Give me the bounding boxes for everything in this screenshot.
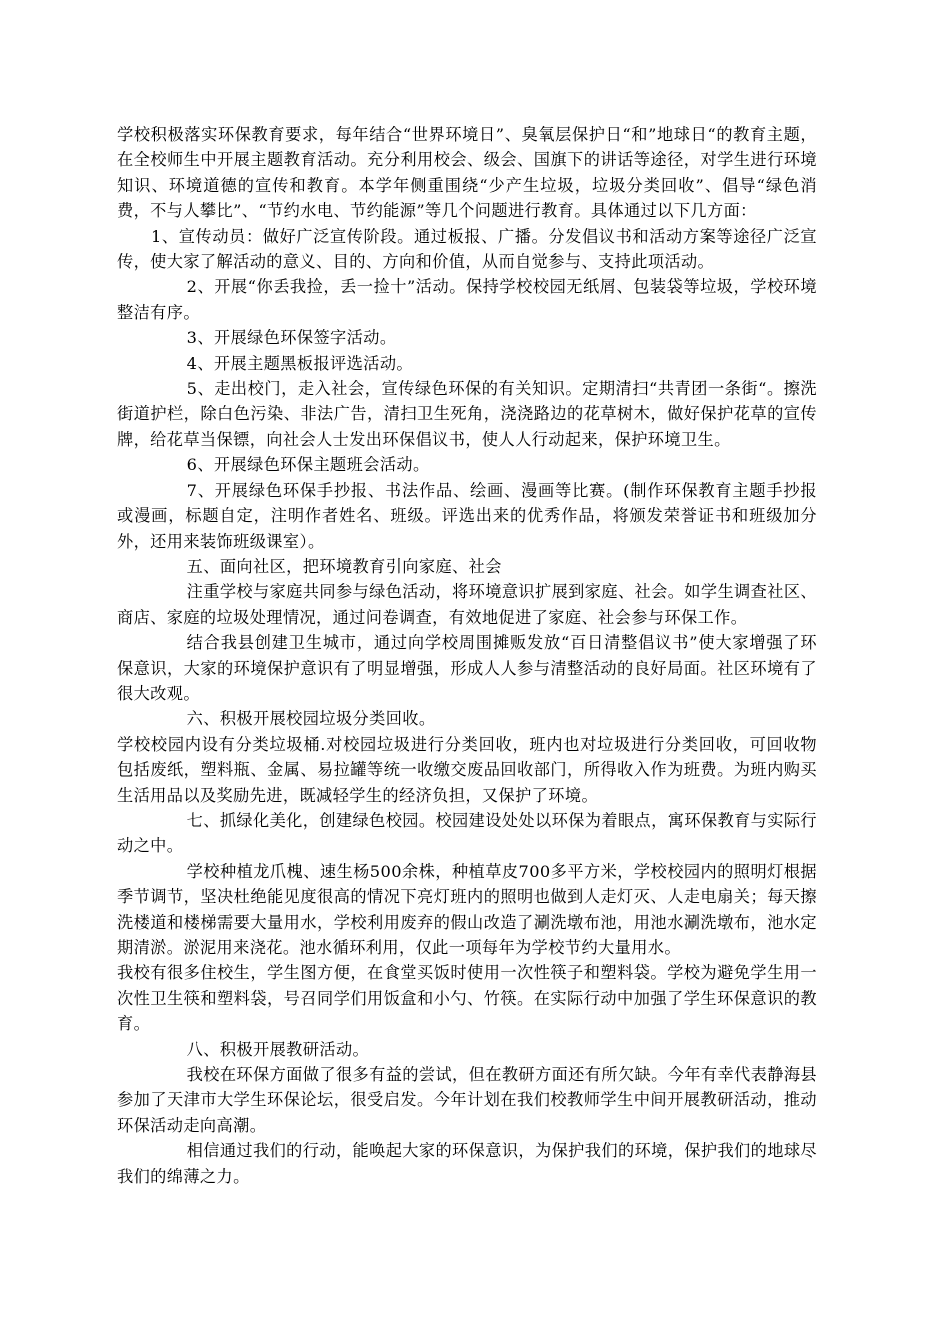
document-body: [117, 122, 817, 1189]
section-6-heading: 六、积极开展校园垃圾分类回收。: [186, 709, 436, 729]
section-8-paragraph: 我校在环保方面做了很多有益的尝试，但在教研方面还有所欠缺。今年有幸代表静海县参加了天津市大学生环保论坛，很受启发。今年计划在我们校教师学生中间开展教研活动，推动环保活动走向高潮。: [117, 1065, 817, 1135]
section-7-paragraph-1: 学校种植龙爪槐、速生杨500余株，种植草皮700多平方米，学校校园内的照明灯根据季节调节，坚决杜绝能见度很高的情况下亮灯班内的照明也做到人走灯灭、人走电扇关；每天擦洗楼道和楼梯需要大量用水，学校利用废弃的假山改造了涮洗墩布池，用池水涮洗墩布，池水定期清淤。淤泥用来浇花。池水循环利用，仅此一项每年为学校节约大量用水。: [117, 861, 817, 957]
section-7-heading: 七、抓绿化美化，创建绿色校园。校园建设处处以环保为着眼点，寓环保教育与实际行动之中。: [117, 810, 817, 856]
item-1-paragraph: 1、宣传动员：做好广泛宣传阶段。通过板报、广播。分发倡议书和活动方案等途径广泛宣传，使大家了解活动的意义、目的、方向和价值，从而自觉参与、支持此项活动。: [117, 226, 817, 272]
item-2-paragraph: 2、开展“你丢我捡，丢一捡十”活动。保持学校校园无纸屑、包装袋等垃圾，学校环境整洁有序。: [117, 277, 817, 322]
section-7-paragraph-2: 我校有很多住校生，学生图方便，在食堂买饭时使用一次性筷子和塑料袋。学校为避免学生用一次性卫生筷和塑料袋，号召同学们用饭盒和小勺、竹筷。在实际行动中加强了学生环保意识的教育。: [117, 963, 817, 1034]
item-3-paragraph: 3、开展绿色环保签字活动。: [186, 328, 397, 348]
section-5-paragraph-1: 注重学校与家庭共同参与绿色活动，将环境意识扩展到家庭、社会。如学生调查社区、商店、家庭的垃圾处理情况，通过问卷调查，有效地促进了家庭、社会参与环保工作。: [117, 582, 817, 627]
item-5-paragraph: 5、走出校门，走入社会，宣传绿色环保的有关知识。定期清扫“共青团一条街“。擦洗街道护栏，除白色污染、非法广告，清扫卫生死角，浇浇路边的花草树木，做好保护花草的宣传牌，给花草当保镖，向社会人士发出环保倡议书，使人人行动起来，保护环境卫生。: [117, 379, 817, 449]
item-6-paragraph: 6、开展绿色环保主题班会活动。: [186, 455, 430, 475]
closing-paragraph: 相信通过我们的行动，能唤起大家的环保意识，为保护我们的环境，保护我们的地球尽我们的绵薄之力。: [117, 1141, 817, 1186]
intro-paragraph: 学校积极落实环保教育要求，每年结合“世界环境日”、臭氧层保护日“和”地球日“的教育主题，在全校师生中开展主题教育活动。充分利用校会、级会、国旗下的讲话等途径，对学生进行环境知识、环境道德的宣传和教育。本学年侧重围绕“少产生垃圾，垃圾分类回收”、倡导“绿色消费，不与人攀比”、“节约水电、节约能源”等几个问题进行教育。具体通过以下几方面：: [117, 125, 817, 221]
section-5-heading: 五、面向社区，把环境教育引向家庭、社会: [186, 556, 502, 576]
section-6-paragraph: 学校校园内设有分类垃圾桶.对校园垃圾进行分类回收，班内也对垃圾进行分类回收，可回收物包括废纸，塑料瓶、金属、易拉罐等统一收缴交废品回收部门，所得收入作为班费。为班内购买生活用品以及奖励先进，既减轻学生的经济负担，又保护了环境。: [117, 734, 817, 805]
item-4-paragraph: 4、开展主题黑板报评选活动。: [186, 353, 413, 373]
item-7-paragraph: 7、开展绿色环保手抄报、书法作品、绘画、漫画等比赛。(制作环保教育主题手抄报或漫画，标题自定，注明作者姓名、班级。评选出来的优秀作品，将颁发荣誉证书和班级加分外，还用来装饰班级课室）。: [117, 480, 817, 551]
section-8-heading: 八、积极开展教研活动。: [186, 1039, 370, 1059]
section-5-paragraph-2: 结合我县创建卫生城市，通过向学校周围摊贩发放“百日清整倡议书”使大家增强了环保意识，大家的环境保护意识有了明显增强，形成人人参与清整活动的良好局面。社区环境有了很大改观。: [117, 633, 817, 703]
